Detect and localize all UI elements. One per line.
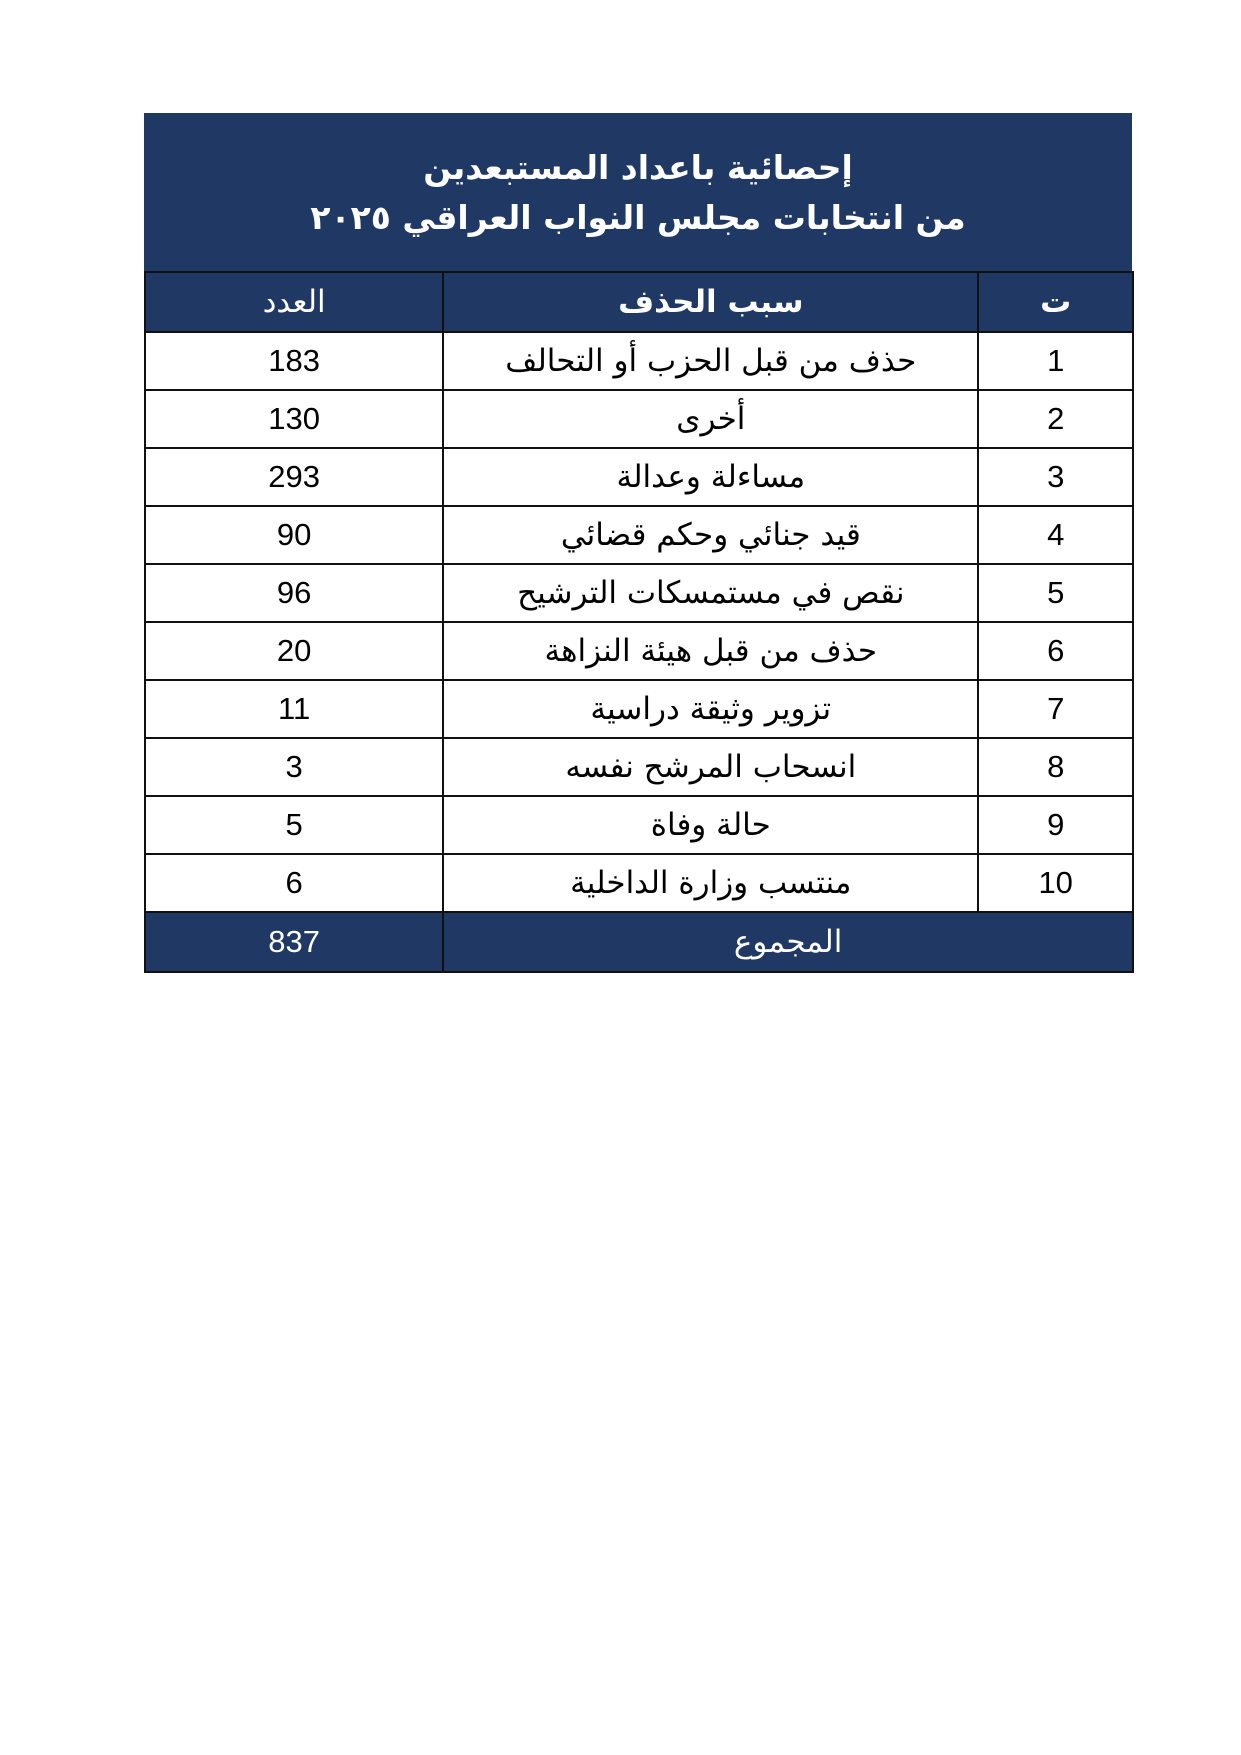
row-index: 7 — [978, 680, 1133, 738]
table-row — [145, 332, 1133, 390]
title-line-2: من انتخابات مجلس النواب العراقي ٢٠٢٥ — [310, 198, 966, 237]
exclusions-table — [144, 271, 1134, 973]
total-label: المجموع — [443, 912, 1133, 972]
header-index: ت — [978, 272, 1133, 332]
row-reason: حالة وفاة — [443, 796, 978, 854]
header-count: العدد — [145, 272, 443, 332]
row-count: 3 — [145, 738, 443, 796]
table-header-row — [145, 272, 1133, 332]
statistics-sheet — [144, 113, 1132, 973]
row-reason: نقص في مستمسكات الترشيح — [443, 564, 978, 622]
row-count: 130 — [145, 390, 443, 448]
row-index: 2 — [978, 390, 1133, 448]
table-row — [145, 854, 1133, 912]
title-banner — [144, 113, 1132, 271]
row-index: 10 — [978, 854, 1133, 912]
row-reason: انسحاب المرشح نفسه — [443, 738, 978, 796]
row-count: 90 — [145, 506, 443, 564]
table-row — [145, 448, 1133, 506]
table-row — [145, 680, 1133, 738]
row-index: 1 — [978, 332, 1133, 390]
row-reason: مساءلة وعدالة — [443, 448, 978, 506]
row-reason: حذف من قبل الحزب أو التحالف — [443, 332, 978, 390]
row-index: 3 — [978, 448, 1133, 506]
row-index: 6 — [978, 622, 1133, 680]
row-count: 293 — [145, 448, 443, 506]
total-row — [145, 912, 1133, 972]
row-reason: منتسب وزارة الداخلية — [443, 854, 978, 912]
row-index: 5 — [978, 564, 1133, 622]
row-index: 9 — [978, 796, 1133, 854]
table-row — [145, 390, 1133, 448]
table-row — [145, 738, 1133, 796]
row-index: 4 — [978, 506, 1133, 564]
row-count: 5 — [145, 796, 443, 854]
row-count: 11 — [145, 680, 443, 738]
row-reason: قيد جنائي وحكم قضائي — [443, 506, 978, 564]
row-count: 96 — [145, 564, 443, 622]
row-count: 183 — [145, 332, 443, 390]
header-reason: سبب الحذف — [443, 272, 978, 332]
table-row — [145, 564, 1133, 622]
total-count: 837 — [145, 912, 443, 972]
table-row — [145, 796, 1133, 854]
row-reason: تزوير وثيقة دراسية — [443, 680, 978, 738]
row-index: 8 — [978, 738, 1133, 796]
title-line-1: إحصائية باعداد المستبعدين — [423, 148, 853, 187]
table-row — [145, 622, 1133, 680]
row-count: 20 — [145, 622, 443, 680]
row-count: 6 — [145, 854, 443, 912]
table-row — [145, 506, 1133, 564]
row-reason: أخرى — [443, 390, 978, 448]
row-reason: حذف من قبل هيئة النزاهة — [443, 622, 978, 680]
